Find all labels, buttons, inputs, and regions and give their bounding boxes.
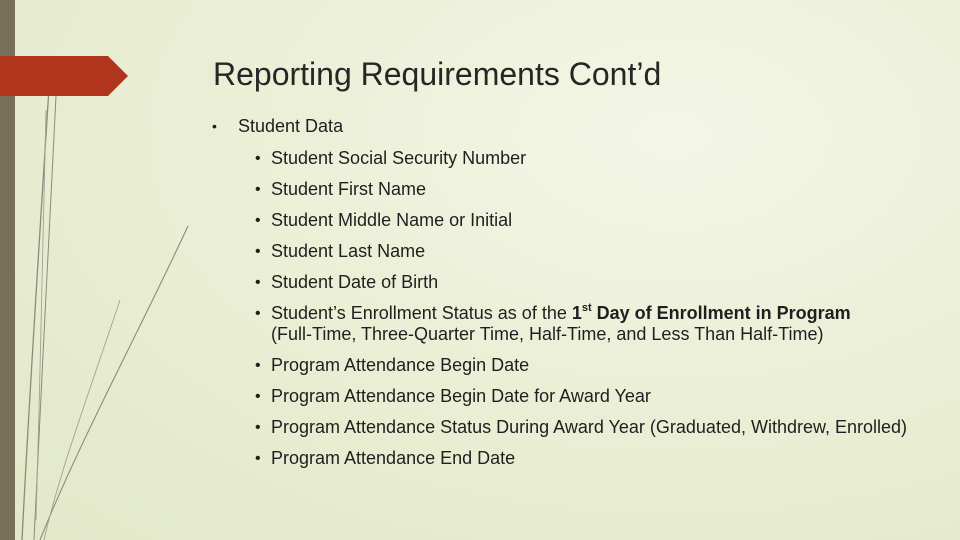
enrollment-bold-text: [572, 303, 851, 323]
section-label: Student Data: [238, 116, 344, 136]
bullet-icon: •: [255, 419, 261, 436]
list-item: [212, 148, 912, 169]
list-item: [212, 417, 912, 438]
bullet-icon: •: [255, 212, 261, 229]
list-item: [212, 272, 912, 293]
list-item-enrollment-status: [212, 303, 912, 345]
bullet-icon: •: [255, 274, 261, 291]
enrollment-continuation: (Full-Time, Three-Quarter Time, Half-Time, and Less Than Half-Time): [271, 324, 824, 344]
list-item-text: Student First Name: [271, 179, 427, 199]
bullet-icon: •: [255, 450, 261, 467]
bullet-icon: •: [255, 388, 261, 405]
student-data-list: [212, 148, 912, 469]
bullet-icon: •: [255, 305, 261, 322]
list-item: [212, 355, 912, 376]
ordinal-suffix: st: [581, 302, 592, 314]
bullet-icon: •: [212, 118, 217, 134]
bullet-icon: •: [255, 181, 261, 198]
list-item: [212, 210, 912, 231]
list-item-text: Program Attendance End Date: [271, 448, 516, 468]
list-item-text: Program Attendance Status During Award Year (Graduated, Withdrew, Enrolled): [271, 417, 908, 437]
list-item-text: Student Social Security Number: [271, 148, 527, 168]
bullet-icon: •: [255, 150, 261, 167]
list-item-text: Student Middle Name or Initial: [271, 210, 513, 230]
list-item-text: Student Last Name: [271, 241, 426, 261]
ordinal-number: 1: [571, 303, 582, 323]
enrollment-bold-rest: Day of Enrollment in Program: [591, 303, 851, 323]
list-item-text: Student Date of Birth: [271, 272, 439, 292]
list-item: [212, 241, 912, 262]
bullet-icon: •: [255, 243, 261, 260]
list-item: [212, 386, 912, 407]
list-item: [212, 448, 912, 469]
section-student-data: [212, 116, 912, 137]
list-item: [212, 179, 912, 200]
title-accent-arrow: [0, 56, 128, 96]
slide-content: [212, 116, 912, 479]
list-item-text: Program Attendance Begin Date: [271, 355, 530, 375]
bullet-icon: •: [255, 357, 261, 374]
slide-title: Reporting Requirements Cont’d: [213, 56, 662, 92]
enrollment-text: Student’s Enrollment Status as of the: [271, 303, 572, 323]
list-item-text: Program Attendance Begin Date for Award Year: [271, 386, 651, 406]
